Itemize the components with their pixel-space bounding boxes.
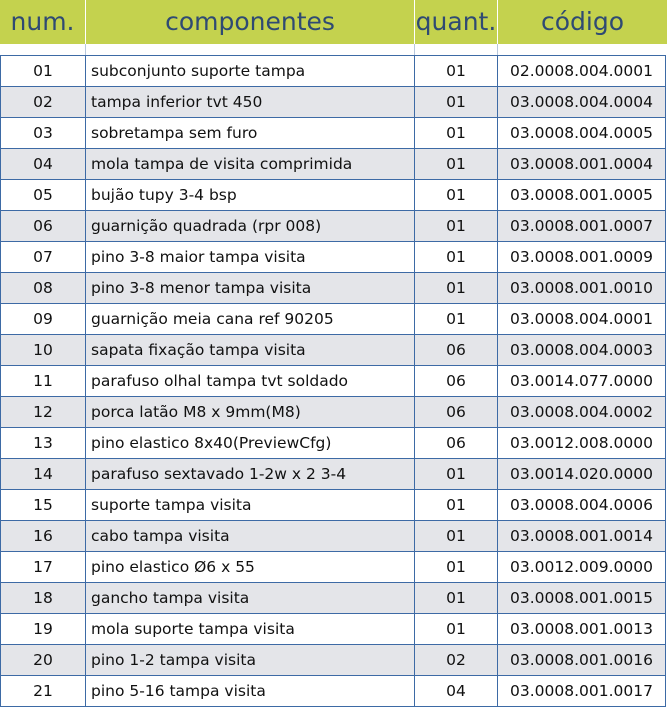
table-row xyxy=(1,149,666,180)
table-row xyxy=(1,428,666,459)
table-row xyxy=(1,397,666,428)
cell-num: 09 xyxy=(1,304,86,335)
cell-componente: mola tampa de visita comprimida xyxy=(86,149,415,180)
cell-componente: cabo tampa visita xyxy=(86,521,415,552)
table-row xyxy=(1,614,666,645)
cell-codigo: 03.0008.004.0005 xyxy=(498,118,666,149)
table-row xyxy=(1,552,666,583)
cell-codigo: 03.0008.004.0001 xyxy=(498,304,666,335)
cell-codigo: 03.0008.001.0015 xyxy=(498,583,666,614)
cell-quant: 01 xyxy=(415,242,498,273)
cell-num: 12 xyxy=(1,397,86,428)
cell-quant: 01 xyxy=(415,149,498,180)
header-num: num. xyxy=(10,7,75,36)
cell-quant: 01 xyxy=(415,459,498,490)
table-row xyxy=(1,490,666,521)
cell-componente: parafuso sextavado 1-2w x 2 3-4 xyxy=(86,459,415,490)
cell-componente: tampa inferior tvt 450 xyxy=(86,87,415,118)
cell-codigo: 03.0014.077.0000 xyxy=(498,366,666,397)
cell-componente: pino elastico Ø6 x 55 xyxy=(86,552,415,583)
table-row xyxy=(1,335,666,366)
cell-num: 06 xyxy=(1,211,86,242)
cell-quant: 01 xyxy=(415,56,498,87)
cell-num: 11 xyxy=(1,366,86,397)
cell-componente: gancho tampa visita xyxy=(86,583,415,614)
cell-quant: 01 xyxy=(415,521,498,552)
cell-num: 17 xyxy=(1,552,86,583)
cell-componente: suporte tampa visita xyxy=(86,490,415,521)
cell-codigo: 03.0012.008.0000 xyxy=(498,428,666,459)
cell-quant: 01 xyxy=(415,583,498,614)
table-row xyxy=(1,242,666,273)
cell-quant: 01 xyxy=(415,273,498,304)
cell-componente: guarnição quadrada (rpr 008) xyxy=(86,211,415,242)
table-row xyxy=(1,211,666,242)
cell-quant: 01 xyxy=(415,614,498,645)
cell-componente: pino elastico 8x40(PreviewCfg) xyxy=(86,428,415,459)
cell-quant: 01 xyxy=(415,211,498,242)
cell-codigo: 03.0014.020.0000 xyxy=(498,459,666,490)
components-table xyxy=(0,55,666,707)
cell-num: 19 xyxy=(1,614,86,645)
cell-quant: 01 xyxy=(415,490,498,521)
cell-num: 20 xyxy=(1,645,86,676)
gap-divider xyxy=(85,44,86,55)
cell-componente: mola suporte tampa visita xyxy=(86,614,415,645)
cell-num: 08 xyxy=(1,273,86,304)
cell-num: 18 xyxy=(1,583,86,614)
cell-quant: 01 xyxy=(415,118,498,149)
cell-quant: 01 xyxy=(415,304,498,335)
cell-quant: 04 xyxy=(415,676,498,707)
header-quant: quant. xyxy=(415,7,497,36)
cell-quant: 06 xyxy=(415,397,498,428)
cell-quant: 02 xyxy=(415,645,498,676)
cell-num: 03 xyxy=(1,118,86,149)
cell-codigo: 03.0012.009.0000 xyxy=(498,552,666,583)
table-row xyxy=(1,366,666,397)
table-row xyxy=(1,180,666,211)
cell-quant: 06 xyxy=(415,366,498,397)
cell-codigo: 03.0008.001.0010 xyxy=(498,273,666,304)
cell-num: 05 xyxy=(1,180,86,211)
cell-codigo: 03.0008.001.0013 xyxy=(498,614,666,645)
cell-codigo: 03.0008.001.0005 xyxy=(498,180,666,211)
cell-codigo: 03.0008.001.0007 xyxy=(498,211,666,242)
cell-num: 15 xyxy=(1,490,86,521)
cell-num: 14 xyxy=(1,459,86,490)
table-row xyxy=(1,645,666,676)
cell-num: 04 xyxy=(1,149,86,180)
cell-num: 01 xyxy=(1,56,86,87)
cell-componente: porca latão M8 x 9mm(M8) xyxy=(86,397,415,428)
components-table-body xyxy=(1,56,666,707)
cell-componente: sapata fixação tampa visita xyxy=(86,335,415,366)
cell-quant: 06 xyxy=(415,428,498,459)
gap-divider xyxy=(414,44,415,55)
cell-componente: subconjunto suporte tampa xyxy=(86,56,415,87)
cell-codigo: 03.0008.001.0009 xyxy=(498,242,666,273)
cell-componente: guarnição meia cana ref 90205 xyxy=(86,304,415,335)
cell-componente: pino 1-2 tampa visita xyxy=(86,645,415,676)
table-row xyxy=(1,521,666,552)
cell-num: 10 xyxy=(1,335,86,366)
table-row xyxy=(1,56,666,87)
cell-componente: parafuso olhal tampa tvt soldado xyxy=(86,366,415,397)
cell-num: 13 xyxy=(1,428,86,459)
cell-componente: pino 3-8 menor tampa visita xyxy=(86,273,415,304)
cell-num: 16 xyxy=(1,521,86,552)
cell-num: 02 xyxy=(1,87,86,118)
cell-componente: sobretampa sem furo xyxy=(86,118,415,149)
cell-codigo: 03.0008.001.0016 xyxy=(498,645,666,676)
cell-num: 21 xyxy=(1,676,86,707)
header-componentes: componentes xyxy=(165,7,335,36)
cell-quant: 01 xyxy=(415,552,498,583)
table-row xyxy=(1,273,666,304)
cell-codigo: 03.0008.004.0002 xyxy=(498,397,666,428)
cell-quant: 06 xyxy=(415,335,498,366)
table-row xyxy=(1,118,666,149)
cell-quant: 01 xyxy=(415,87,498,118)
cell-codigo: 03.0008.001.0014 xyxy=(498,521,666,552)
cell-componente: bujão tupy 3-4 bsp xyxy=(86,180,415,211)
table-row xyxy=(1,676,666,707)
cell-codigo: 03.0008.004.0006 xyxy=(498,490,666,521)
table-row xyxy=(1,459,666,490)
cell-componente: pino 3-8 maior tampa visita xyxy=(86,242,415,273)
cell-codigo: 03.0008.001.0004 xyxy=(498,149,666,180)
cell-codigo: 03.0008.004.0003 xyxy=(498,335,666,366)
cell-quant: 01 xyxy=(415,180,498,211)
cell-codigo: 03.0008.001.0017 xyxy=(498,676,666,707)
gap-divider xyxy=(497,44,498,55)
header-codigo: código xyxy=(540,7,625,36)
cell-codigo: 03.0008.004.0004 xyxy=(498,87,666,118)
cell-num: 07 xyxy=(1,242,86,273)
cell-codigo: 02.0008.004.0001 xyxy=(498,56,666,87)
table-header xyxy=(0,0,667,44)
header-gap xyxy=(0,44,667,55)
cell-componente: pino 5-16 tampa visita xyxy=(86,676,415,707)
table-row xyxy=(1,304,666,335)
table-row xyxy=(1,87,666,118)
table-row xyxy=(1,583,666,614)
